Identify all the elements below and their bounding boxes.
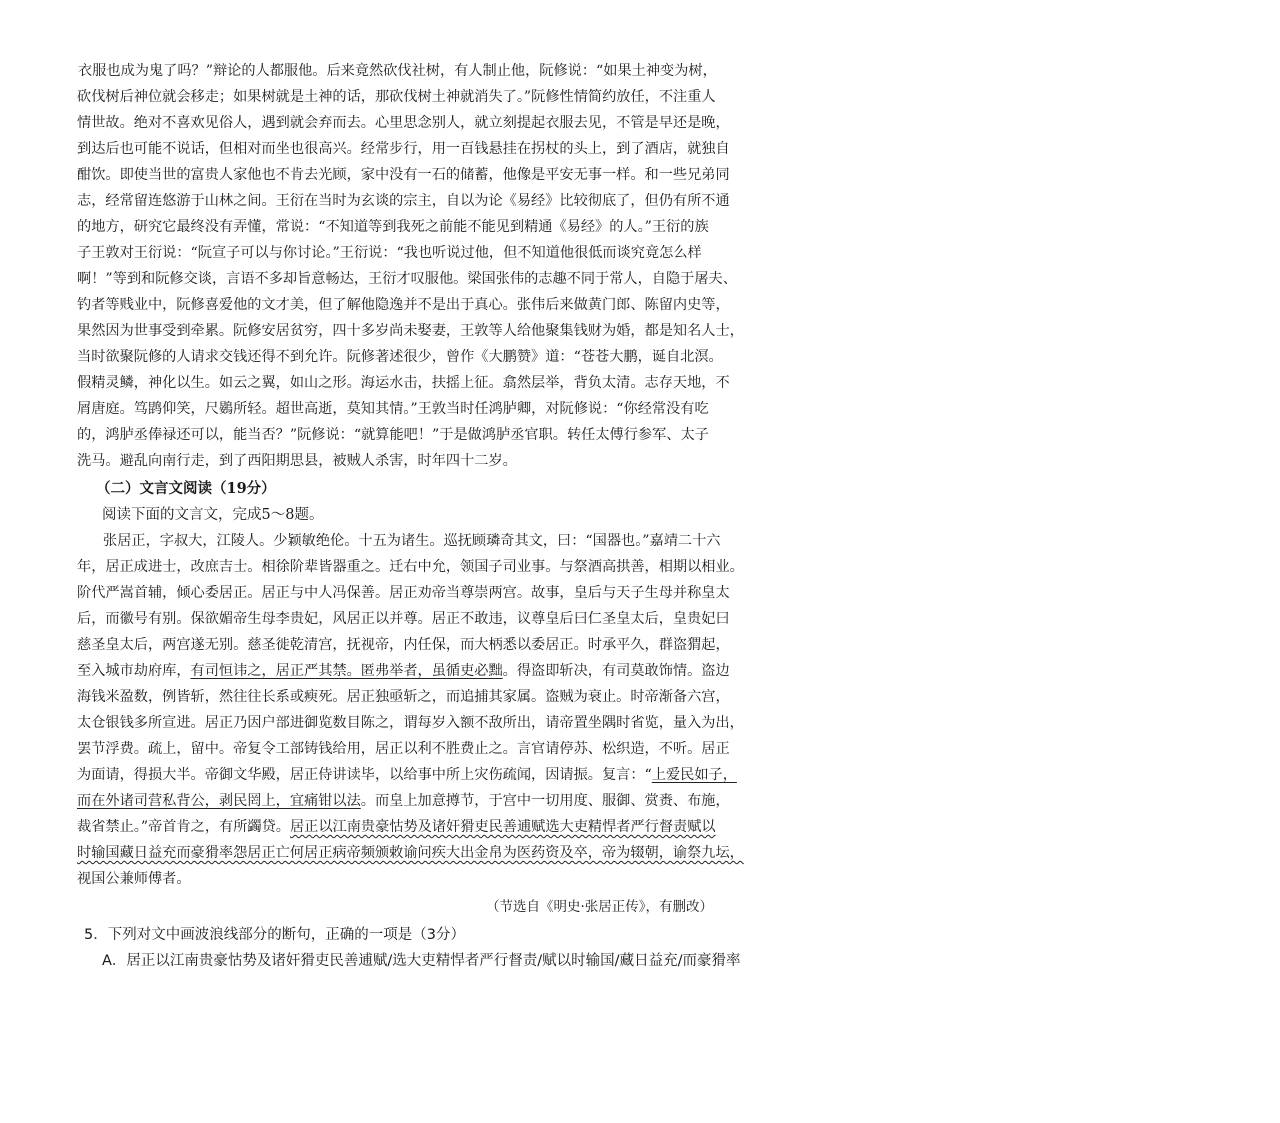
passage-line: 后，而徽号有别。保欲媚帝生母李贵妃，风居正以并尊。居正不敢违，议尊皇后曰仁圣皇太后，皇贵妃曰 bbox=[77, 611, 730, 627]
translation-line: 到达后也可能不说话，但相对而坐也很高兴。经常步行，用一百钱悬挂在拐杖的头上，到了酒店，就独自 bbox=[77, 141, 730, 157]
passage-text: 为面请，得损大半。帝御文华殿，居正侍讲读毕，以给事中所上灾伤疏闻，因请振。复言：“ bbox=[77, 767, 652, 783]
translation-line: 酣饮。即使当世的富贵人家他也不肯去光顾，家中没有一石的储蓄，他像是平安无事一样。和一些兄弟同 bbox=[77, 167, 730, 183]
translation-line: 衣服也成为鬼了吗？”辩论的人都服他。后来竟然砍伐社树，有人制止他，阮修说：“如果土神变为树， bbox=[78, 63, 717, 79]
section-heading: （二）文言文阅读（19分） bbox=[96, 480, 276, 497]
translation-line: 屑唐庭。笃鹍仰笑，尺鷃所轻。超世高逝，莫知其情。”王敦当时任鸿胪卿，对阮修说：“你经常没有吃 bbox=[77, 401, 709, 417]
translation-line: 的，鸿胪丞俸禄还可以，能当否？”阮修说：“就算能吧！”于是做鸿胪丞官职。转任太傅行参军、太子 bbox=[77, 427, 709, 443]
straight-underlined-text: 有司恒讳之，居正严其禁。匿弗举者，虽循吏必黜 bbox=[190, 663, 503, 679]
passage-line: 太仓银钱多所宣进。居正乃因户部进御览数目陈之，谓每岁入额不敌所出，请帝置坐隅时省览，量入为出， bbox=[77, 715, 744, 731]
translation-line: 当时欲聚阮修的人请求交钱还得不到允许。阮修著述很少，曾作《大鹏赞》道：“苍苍大鹏，诞自北溟。 bbox=[77, 349, 723, 365]
translation-line: 洗马。避乱向南行走，到了西阳期思县，被贼人杀害，时年四十二岁。 bbox=[77, 453, 517, 469]
passage-line bbox=[77, 844, 744, 862]
passage-line bbox=[77, 662, 730, 680]
translation-line: 钓者等贱业中，阮修喜爱他的文才美，但了解他隐逸并不是出于真心。张伟后来做黄门郎、陈留内史等， bbox=[77, 297, 730, 313]
passage-line bbox=[77, 766, 737, 784]
passage-line: 视国公兼师傅者。 bbox=[77, 871, 191, 887]
passage-line: 罢节浮费。疏上，留中。帝复令工部铸钱给用，居正以利不胜费止之。言官请停苏、松织造，不听。居正 bbox=[77, 741, 730, 757]
passage-text: 。而皇上加意撙节，于宫中一切用度、服御、赏赉、布施， bbox=[360, 793, 730, 809]
wavy-underlined-text: 时输国藏日益充而豪猾率怨居正亡何居正病帝频颁敕谕问疾大出金帛为医药资及卒，帝为辍朝，谕祭九坛， bbox=[77, 845, 744, 861]
translation-line: 砍伐树后神位就会移走；如果树就是土神的话，那砍伐树土神就消失了。”阮修性情简约放任，不注重人 bbox=[77, 89, 716, 105]
straight-underlined-text: 上爱民如子， bbox=[651, 767, 737, 783]
passage-text: 。得盗即斩决，有司莫敢饰情。盗边 bbox=[502, 663, 730, 679]
passage-line bbox=[77, 792, 730, 810]
translation-line: 志，经常留连悠游于山林之间。王衍在当时为玄谈的宗主，自以为论《易经》比较彻底了，但仍有所不通 bbox=[77, 193, 730, 209]
source-citation: （节选自《明史·张居正传》，有删改） bbox=[486, 899, 714, 915]
passage-line: 海钱米盈数，例皆斩，然往往长系或瘐死。居正独亟斩之，而追捕其家属。盗贼为衰止。时帝渐备六宫， bbox=[77, 689, 730, 705]
passage-text: 至入城市劫府库， bbox=[77, 663, 191, 679]
translation-line: 情世故。绝对不喜欢见俗人，遇到就会弃而去。心里思念别人，就立刻提起衣服去见，不管是早还是晚， bbox=[77, 115, 730, 131]
translation-line: 啊！”等到和阮修交谈，言语不多却旨意畅达，王衍才叹服他。梁国张伟的志趣不同于常人，自隐于屠夫、 bbox=[77, 271, 737, 287]
question-stem: 5．下列对文中画波浪线部分的断句，正确的一项是（3分） bbox=[84, 927, 465, 943]
passage-line: 阶代严嵩首辅，倾心委居正。居正与中人冯保善。居正劝帝当尊崇两宫。故事，皇后与天子生母并称皇太 bbox=[77, 585, 730, 601]
translation-line: 的地方，研究它最终没有弄懂，常说：“不知道等到我死之前能不能见到精通《易经》的人。”王衍的族 bbox=[77, 219, 709, 235]
passage-text: 裁省禁止。”帝首肯之，有所蠲贷。 bbox=[77, 819, 290, 835]
straight-underlined-text: 而在外诸司营私背公，剥民罔上，宜痛钳以法 bbox=[77, 793, 361, 809]
translation-line: 果然因为世事受到牵累。阮修安居贫穷，四十多岁尚未娶妻，王敦等人给他聚集钱财为婚，都是知名人士， bbox=[77, 323, 744, 339]
translation-line: 子王敦对王衍说：“阮宣子可以与你讨论。”王衍说：“我也听说过他，但不知道他很低而谈究竟怎么样 bbox=[77, 245, 702, 261]
reading-instruction: 阅读下面的文言文，完成5～8题。 bbox=[102, 507, 324, 523]
translation-line: 假精灵鳞，神化以生。如云之翼，如山之形。海运水击，扶摇上征。翕然层举，背负太清。志存天地，不 bbox=[77, 375, 730, 391]
option-a[interactable]: A．居正以江南贵豪怙势及诸奸猾吏民善逋赋/选大吏精悍者严行督责/赋以时输国/藏日益充/而豪猾率 bbox=[102, 953, 741, 969]
wavy-underlined-text: 居正以江南贵豪怙势及诸奸猾吏民善逋赋选大吏精悍者严行督责赋以 bbox=[289, 819, 716, 835]
passage-line: 慈圣皇太后，两宫遂无别。慈圣徙乾清宫，抚视帝，内任保，而大柄悉以委居正。时承平久，群盗猬起， bbox=[77, 637, 730, 653]
passage-line bbox=[77, 818, 719, 836]
passage-line: 年，居正成进士，改庶吉士。相徐阶辈皆器重之。迁右中允，领国子司业事。与祭酒高拱善，相期以相业。 bbox=[77, 559, 744, 575]
passage-line: 张居正，字叔大，江陵人。少颖敏绝伦。十五为诸生。巡抚顾璘奇其文，曰：“国器也。”嘉靖二十六 bbox=[103, 533, 721, 549]
